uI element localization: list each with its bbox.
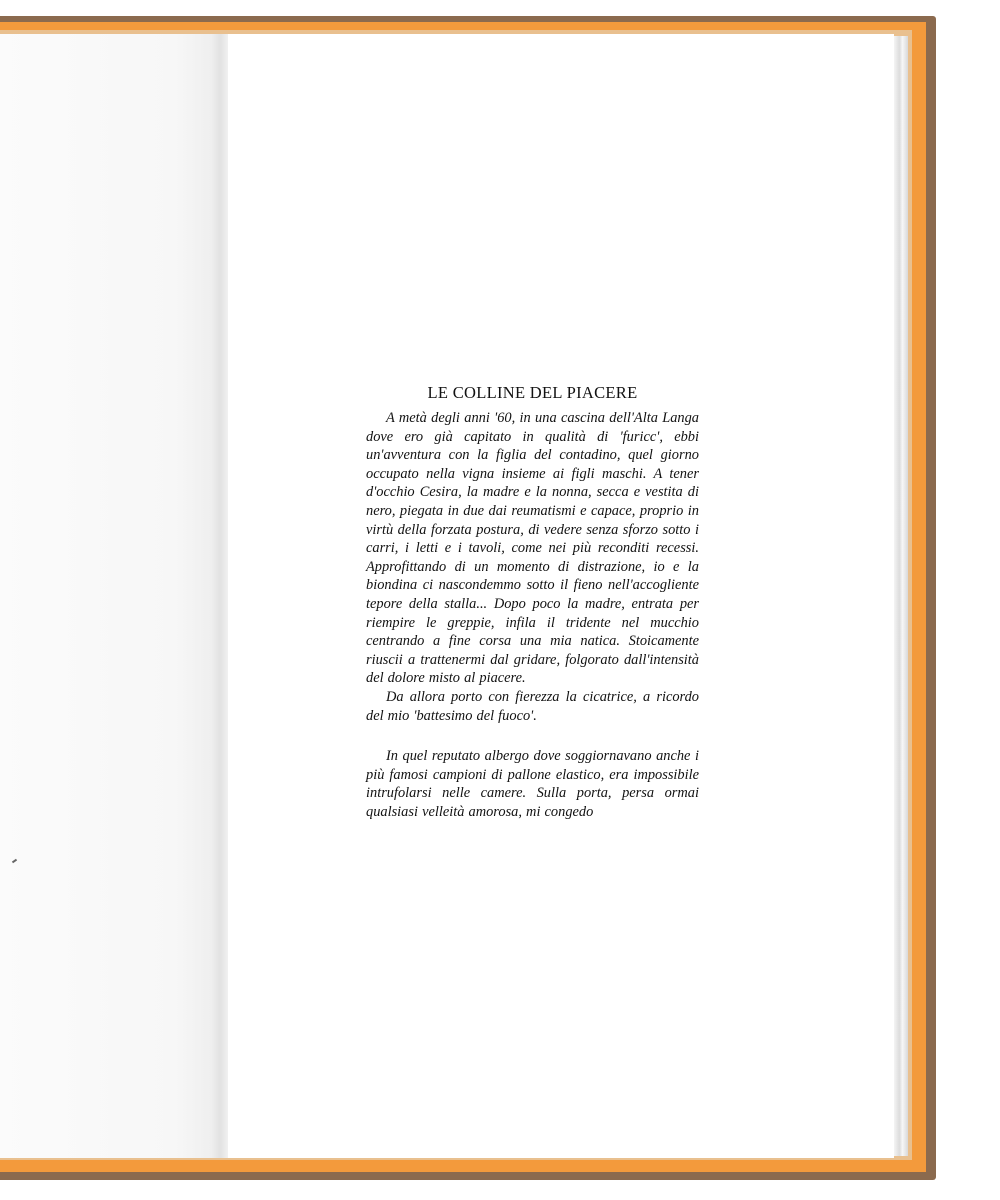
paragraph: In quel reputato albergo dove soggiornavano anche i più famosi campioni di pallone elastico, era impossibile intrufolarsi nelle camere. Sulla porta, persa ormai qualsiasi velleità amorosa, mi congedo [366, 748, 699, 820]
page-title: LE COLLINE DEL PIACERE [427, 383, 638, 402]
paragraph-gap [366, 725, 699, 747]
paper-speck [12, 859, 17, 864]
paragraph: Da allora porto con fierezza la cicatrice, a ricordo del mio 'battesimo del fuoco'. [366, 688, 699, 724]
paragraph: A metà degli anni '60, in una cascina dell'Alta Langa dove ero già capitato in qualità di 'furicc', ebbi un'avventura con la figlia del contadino, quel giorno occupato nella vigna insieme ai figli maschi. A tener d'occhio Cesira, la madre e la nonna, secca e vestita di nero, piegata in due dai reumatismi e capace, proprio in virtù della forzata postura, di vedere senza sforzo sotto i carri, i letti e i tavoli, come nei più reconditi recessi. Approfittando di un momento di distrazione, io e la biondina ci nascondemmo sotto il fieno nell'accogliente tepore della stalla... Dopo poco la madre, entrata per riempire le greppie, infila il tridente nel mucchio centrando a fine corsa una mia natica. Stoicamente riuscii a trattenermi dal gridare, folgorato dall'intensità del dolore misto al piacere. [366, 410, 699, 687]
page-edges [894, 36, 908, 1156]
left-page [0, 34, 220, 1158]
page-text [366, 382, 699, 821]
